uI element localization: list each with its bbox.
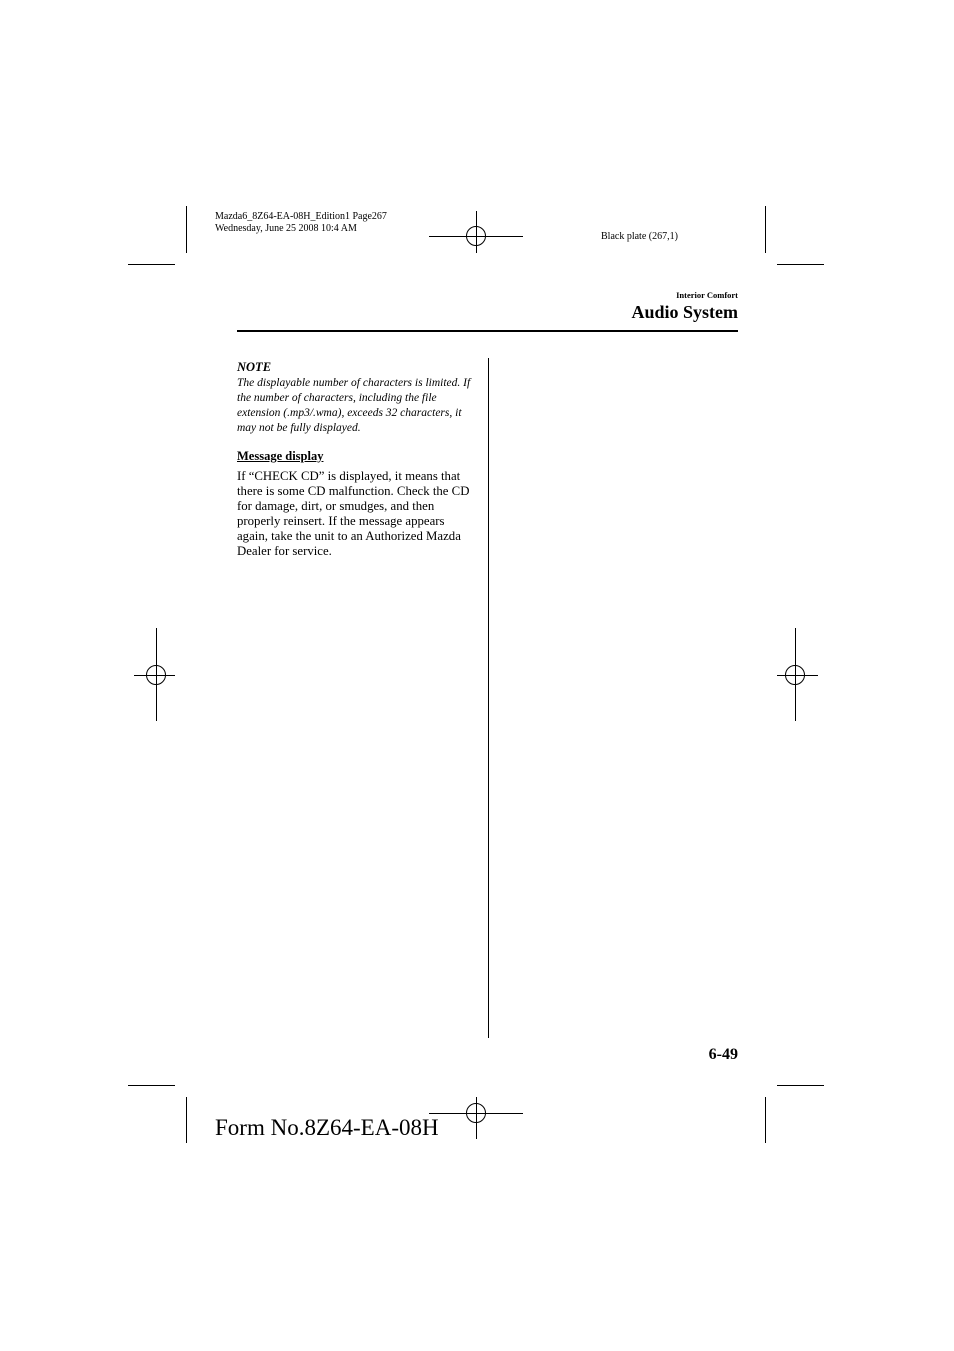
- note-heading: NOTE: [237, 360, 272, 374]
- title-rule: [237, 330, 738, 332]
- print-slug-line1: Mazda6_8Z64-EA-08H_Edition1 Page267: [215, 211, 387, 222]
- form-number: Form No.8Z64-EA-08H: [215, 1115, 439, 1140]
- column-divider: [488, 358, 489, 1038]
- print-slug: [215, 211, 387, 234]
- plate-info: Black plate (267,1): [601, 231, 678, 242]
- page-number: 6-49: [708, 1046, 738, 1063]
- message-display-heading: Message display: [237, 449, 324, 463]
- section-label: Interior Comfort: [676, 290, 738, 300]
- left-column: [237, 358, 477, 559]
- print-slug-line2: Wednesday, June 25 2008 10:4 AM: [215, 222, 357, 234]
- note-body: The displayable number of characters is limited. If the number of characters, including the file extension (.mp3/.wma), exceeds 32 characters, it may not be fully displayed.: [237, 377, 471, 434]
- section-title: Audio System: [631, 302, 738, 322]
- message-display-body: If “CHECK CD” is displayed, it means that there is some CD malfunction. Check the CD for damage, dirt, or smudges, and then properly reinsert. If the message appears again, take the unit to an Authorized Mazda Dealer for service.: [237, 469, 470, 558]
